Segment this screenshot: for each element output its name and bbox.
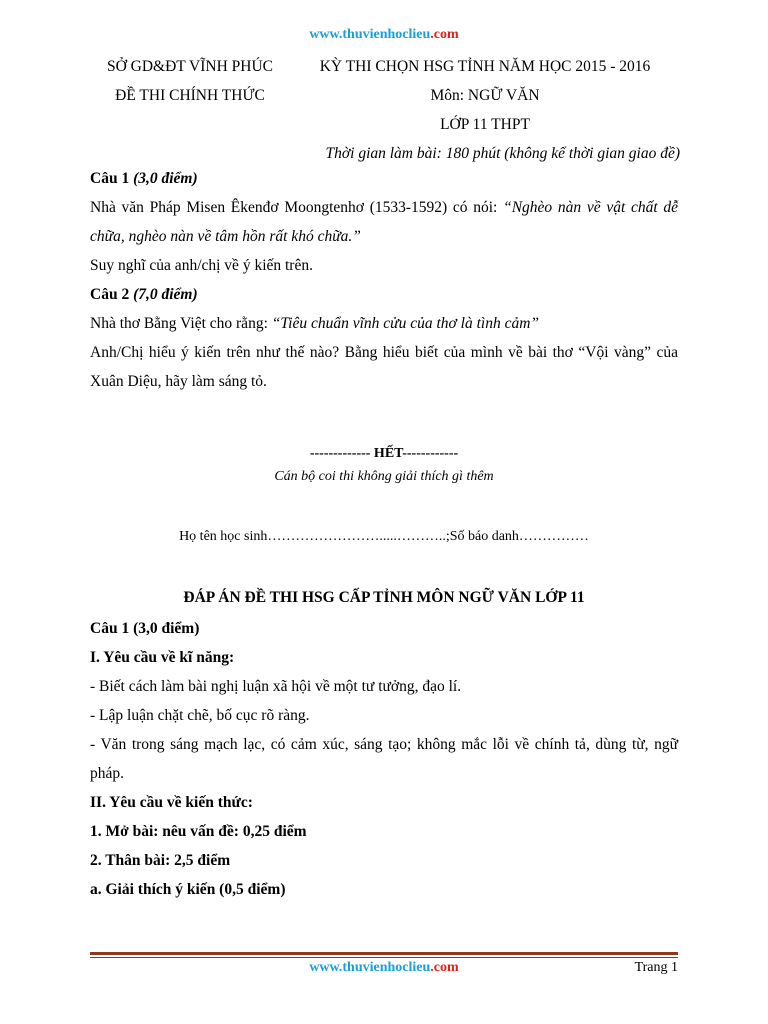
footer-url-tld: .com	[430, 960, 459, 975]
proctor-note: Cán bộ coi thi không giải thích gì thêm	[274, 469, 494, 484]
skill-item: - Lập luận chặt chẽ, bố cục rõ ràng.	[90, 707, 310, 724]
header-url-tld: .com	[430, 27, 459, 42]
question-2-prompt: Anh/Chị hiểu ý kiến trên như thế nào? Bằng hiểu biết của mình về bài thơ “Vội vàng” của Xuân Diệu, hãy làm sáng tỏ.	[90, 344, 678, 390]
question-2-heading: Câu 2 (7,0 điểm)	[90, 286, 198, 303]
answer-key-title: ĐÁP ÁN ĐỀ THI HSG CẤP TỈNH MÔN NGỮ VĂN LỚP 11	[183, 589, 585, 606]
answer-key-body	[90, 614, 678, 904]
footer-url-main: www.thuvienhoclieu	[309, 960, 431, 975]
intro-section: 1. Mở bài: nêu vấn đề: 0,25 điểm	[90, 823, 307, 840]
footer-divider-thin	[90, 957, 678, 958]
exam-questions	[90, 164, 678, 396]
question-1-prompt: Suy nghĩ của anh/chị về ý kiến trên.	[90, 257, 313, 274]
answer-q1-heading: Câu 1 (3,0 điểm)	[90, 620, 200, 637]
exam-header	[90, 52, 680, 168]
skill-item: - Văn trong sáng mạch lạc, có cảm xúc, sáng tạo; không mắc lỗi về chính tả, dùng từ, ngữ pháp.	[90, 736, 678, 782]
question-1-heading: Câu 1 (3,0 điểm)	[90, 170, 198, 187]
official-exam-label: ĐỀ THI CHÍNH THỨC	[115, 87, 265, 104]
body-section: 2. Thân bài: 2,5 điểm	[90, 852, 231, 869]
knowledge-heading: II. Yêu cầu về kiến thức:	[90, 794, 253, 811]
footer-divider	[90, 952, 678, 955]
page-number: Trang 1	[634, 960, 678, 975]
skill-item: - Biết cách làm bài nghị luận xã hội về một tư tưởng, đạo lí.	[90, 678, 462, 695]
header-url-main: www.thuvienhoclieu	[309, 27, 431, 42]
explain-section: a. Giải thích ý kiến (0,5 điểm)	[90, 881, 286, 898]
student-info-line: Họ tên học sinh…………………….....………..;Số báo danh……………	[179, 529, 589, 544]
department-name: SỞ GD&ĐT VĨNH PHÚC	[106, 58, 274, 75]
time-limit: Thời gian làm bài: 180 phút (không kể thời gian giao đề)	[325, 145, 680, 162]
header-website-link[interactable]	[0, 27, 768, 43]
skills-heading: I. Yêu cầu về kĩ năng:	[90, 649, 235, 666]
question-2-text: Nhà thơ Bằng Việt cho rằng: “Tiêu chuẩn vĩnh cửu của thơ là tình cảm”	[90, 315, 540, 332]
exam-name: KỲ THI CHỌN HSG TỈNH NĂM HỌC 2015 - 2016	[319, 58, 651, 75]
question-1-text: Nhà văn Pháp Misen Êkenđơ Moongtenhơ (1533-1592) có nói: “Nghèo nàn về vật chất dễ chữa, nghèo nàn về tâm hồn rất khó chữa.”	[90, 199, 678, 245]
end-marker: ------------- HẾT------------	[309, 446, 459, 461]
grade-label: LỚP 11 THPT	[440, 116, 530, 133]
subject-label: Môn: NGỮ VĂN	[430, 87, 540, 104]
